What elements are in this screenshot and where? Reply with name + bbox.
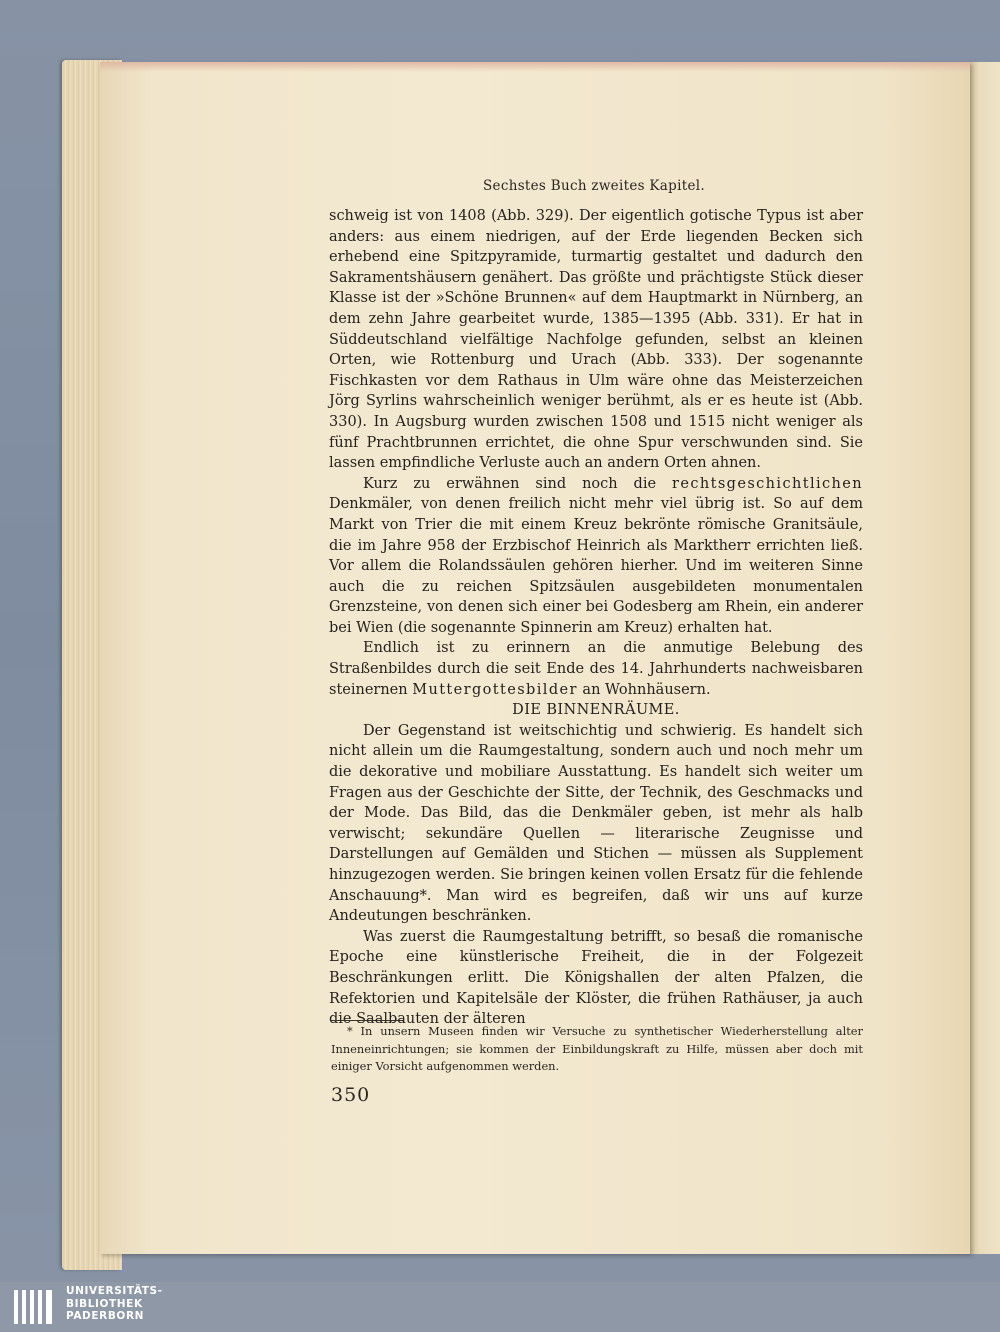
section-heading: DIE BINNENRÄUME. bbox=[512, 702, 680, 719]
paragraph-1: schweig ist von 1408 (Abb. 329). Der eigentlich gotische Typus ist aber anders: aus einem niedrigen, auf der Erde liegenden Becken sich erhebend eine Spitzpyramide, turmartig gestaltet und dadurch den Sakramentshäusern genähert. Das größte und prächtigste Stück dieser Klasse ist der »Schöne Brunnen« auf dem Hauptmarkt in Nürnberg, an dem zehn Jahre gearbeitet wurde, 1385—1395 (Abb. 331). Er hat in Süddeutschland vielfältige Nachfolge gefunden, selbst an kleinen Orten, wie Rottenburg und Urach (Abb. 333). Der sogenannte Fischkasten vor dem Rathaus in Ulm wäre ohne das Meisterzeichen Jörg Syrlins wahrscheinlich weniger berühmt, als er es heute ist (Abb. 330). In Augsburg wurden zwischen 1508 und 1515 nicht weniger als fünf Prachtbrunnen errichtet, die ohne Spur verschwunden sind. Sie lassen empfindliche Verluste auch an andern Orten ahnen. bbox=[329, 208, 863, 472]
logo-line-1: UNIVERSITÄTS- bbox=[66, 1285, 163, 1297]
library-logo-text bbox=[66, 1285, 266, 1323]
body-text bbox=[329, 206, 863, 1030]
paragraph-3-start: Endlich ist zu erinnern an die anmutige Belebung des Straßenbildes durch die seit Ende des 14. Jahrhunderts nachweisbaren steinernen bbox=[329, 640, 863, 698]
spaced-term-rechtsgeschichtlichen: rechtsgeschichtlichen bbox=[672, 475, 863, 492]
footnote-text: * In unsern Museen finden wir Versuche zu synthetischer Wiederherstellung alter Inneneinrichtungen; sie kommen der Einbildungskraft zu Hilfe, müssen aber doch mit einiger Vorsicht aufgenommen werden. bbox=[331, 1024, 863, 1074]
facing-page-edge bbox=[966, 62, 1000, 1254]
paragraph-2-start: Kurz zu erwähnen sind noch die bbox=[363, 475, 673, 492]
footnote bbox=[331, 1023, 863, 1076]
footnote-rule bbox=[331, 1020, 403, 1021]
library-logo-icon bbox=[12, 1286, 56, 1328]
paragraph-2-end: Denkmäler, von denen freilich nicht mehr viel übrig ist. So auf dem Markt von Trier die mit einem Kreuz bekrönte römische Granitsäule, die im Jahre 958 der Erzbischof Heinrich als Marktherr errichten ließ. Vor allem die Rolandssäulen gehören hierher. Und im weiteren Sinne auch die zu reichen Spitzsäulen ausgebildeten monumentalen Grenzsteine, von denen sich einer bei Godesberg am Rhein, ein anderer bei Wien (die sogenannte Spinnerin am Kreuz) erhalten hat. bbox=[329, 496, 863, 636]
paragraph-2 bbox=[329, 474, 863, 639]
paragraph-4: Der Gegenstand ist weitschichtig und schwierig. Es handelt sich nicht allein um die Raumgestaltung, sondern auch und noch mehr um die dekorative und mobiliare Ausstattung. Es handelt sich weiter um Fragen aus der Geschichte der Sitte, der Technik, des Geschmacks und der Mode. Das Bild, das die Denkmäler geben, ist mehr als halb verwischt; sekundäre Quellen — literarische Zeugnisse und Darstellungen auf Gemälden und Stichen — müssen als Supplement hinzugezogen werden. Sie bringen keinen vollen Ersatz für die fehlende Anschauung*. Man wird es begreifen, daß wir uns auf kurze Andeutungen beschränken. bbox=[329, 722, 863, 925]
paragraph-5: Was zuerst die Raumgestaltung betrifft, so besaß die romanische Epoche eine künstlerische Freiheit, die in der Folgezeit Beschränkungen erlitt. Die Königshallen der alten Pfalzen, die Refektorien und Kapitelsäle der Klöster, die frühen Rathäuser, ja auch die Saalbauten der älteren bbox=[329, 928, 863, 1028]
page-number: 350 bbox=[331, 1084, 371, 1106]
paragraph-3 bbox=[329, 638, 863, 700]
running-head: Sechstes Buch zweites Kapitel. bbox=[483, 178, 705, 194]
spaced-term-muttergottesbilder: Muttergottesbilder bbox=[412, 681, 578, 698]
paragraph-3-end: an Wohnhäusern. bbox=[577, 681, 711, 698]
logo-line-2: BIBLIOTHEK bbox=[66, 1297, 143, 1310]
logo-line-3: PADERBORN bbox=[66, 1310, 145, 1322]
